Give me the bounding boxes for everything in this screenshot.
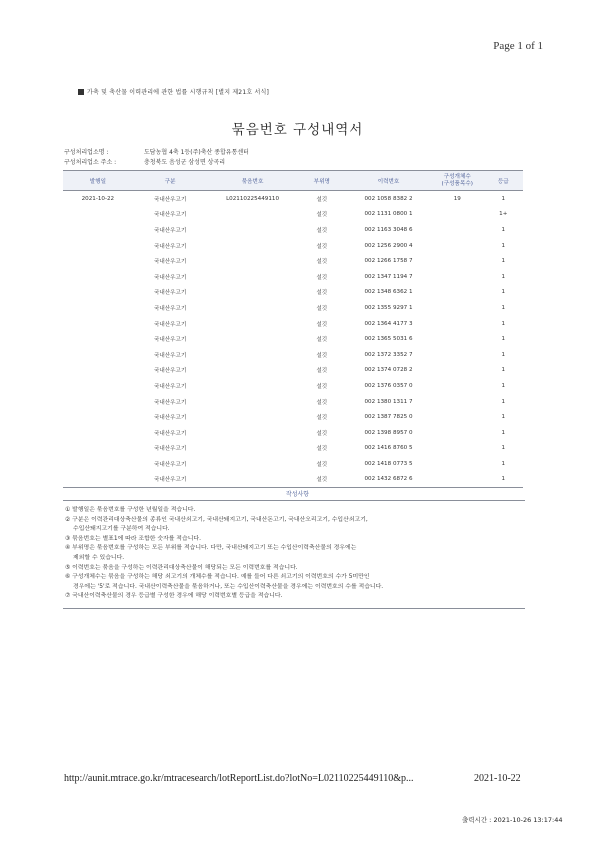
form-reference bbox=[78, 87, 269, 96]
cell-count bbox=[431, 316, 484, 332]
table-row bbox=[63, 253, 523, 269]
cell-part-name: 설깃 bbox=[316, 461, 328, 468]
col-header-count: 구성개체수 (구성품목수) bbox=[441, 173, 473, 187]
document-title: 묶음번호 구성내역서 bbox=[231, 122, 364, 138]
cell-grade: 1+ bbox=[499, 211, 508, 218]
cell-lot-number bbox=[208, 269, 298, 285]
cell-part-name: 설깃 bbox=[316, 383, 328, 390]
cell-grade: 1 bbox=[501, 336, 506, 343]
cell-category: 국내산우고기 bbox=[153, 274, 187, 281]
cell-lot-number bbox=[208, 238, 298, 254]
cell-grade: 1 bbox=[501, 460, 506, 467]
cell-count bbox=[431, 207, 484, 223]
cell-issue-date bbox=[63, 222, 133, 238]
cell-issue-date bbox=[63, 441, 133, 457]
cell-trace-number: 002 1163 3048 6 bbox=[364, 226, 413, 233]
col-header-part-name: 부위명 bbox=[313, 178, 330, 185]
cell-grade: 1 bbox=[501, 367, 506, 374]
table-row bbox=[63, 409, 523, 425]
cell-trace-number: 002 1418 0773 5 bbox=[364, 460, 413, 467]
cell-count bbox=[431, 441, 484, 457]
cell-grade: 1 bbox=[501, 258, 506, 265]
table-row bbox=[63, 425, 523, 441]
cell-lot-number: L02110225449110 bbox=[226, 195, 280, 202]
table-row bbox=[63, 378, 523, 394]
form-reference-text: 가축 및 축산물 이력관리에 관한 법률 시행규칙 [별지 제21호 서식] bbox=[87, 89, 269, 96]
table-row bbox=[63, 316, 523, 332]
cell-category: 국내산우고기 bbox=[153, 352, 187, 359]
note-line: ② 구분은 이력관리대상축산물의 종류인 국내산쇠고기, 국내산돼지고기, 국내산돈고기, 국내산오리고기, 수입산쇠고기, bbox=[65, 516, 368, 523]
cell-count bbox=[431, 472, 484, 488]
table-row bbox=[63, 191, 523, 207]
cell-trace-number: 002 1374 0728 2 bbox=[364, 367, 413, 374]
footer-url: http://aunit.mtrace.go.kr/mtracesearch/lotReportList.do?lotNo=L02110225449110&p... bbox=[64, 773, 414, 784]
cell-part-name: 설깃 bbox=[316, 368, 328, 375]
col-header-trace-number: 이력번호 bbox=[377, 178, 400, 185]
cell-part-name: 설깃 bbox=[298, 472, 347, 488]
cell-grade: 1 bbox=[501, 289, 506, 296]
cell-issue-date bbox=[63, 300, 133, 316]
cell-lot-number bbox=[208, 378, 298, 394]
cell-count bbox=[431, 363, 484, 379]
cell-trace-number: 002 1348 6362 1 bbox=[364, 289, 413, 296]
cell-issue-date bbox=[63, 425, 133, 441]
table-row bbox=[63, 331, 523, 347]
cell-count bbox=[431, 238, 484, 254]
table-row bbox=[63, 347, 523, 363]
cell-part-name: 설깃 bbox=[316, 212, 328, 219]
cell-grade: 1 bbox=[501, 351, 506, 358]
output-time: 출력시간 : 2021-10-26 13:17:44 bbox=[462, 816, 563, 824]
cell-grade: 1 bbox=[501, 320, 506, 327]
cell-grade: 1 bbox=[501, 273, 506, 280]
cell-count: 19 bbox=[453, 195, 461, 202]
notes-title: 작성사항 bbox=[285, 491, 310, 498]
cell-lot-number bbox=[208, 222, 298, 238]
cell-part-name: 설깃 bbox=[316, 430, 328, 437]
cell-lot-number bbox=[208, 316, 298, 332]
cell-trace-number: 002 1380 1311 7 bbox=[364, 398, 413, 405]
cell-trace-number: 002 1387 7825 0 bbox=[364, 414, 413, 421]
cell-category: 국내산우고기 bbox=[153, 383, 187, 390]
cell-grade: 1 bbox=[501, 242, 506, 249]
cell-part-name: 설깃 bbox=[316, 446, 328, 453]
cell-grade: 1 bbox=[501, 226, 506, 233]
cell-issue-date: 2021-10-22 bbox=[81, 195, 115, 202]
footer-date: 2021-10-22 bbox=[474, 773, 521, 784]
table-row bbox=[63, 269, 523, 285]
note-line: ⑦ 국내산이력축산물의 경우 등급별 구성한 경우에 해당 이력번호별 등급을 적습니다. bbox=[65, 593, 283, 600]
cell-grade: 1 bbox=[501, 445, 506, 452]
cell-lot-number bbox=[208, 394, 298, 410]
meta-label: 구성처리업소명 : bbox=[64, 149, 109, 156]
cell-issue-date bbox=[63, 347, 133, 363]
cell-count bbox=[431, 456, 484, 472]
cell-category: 국내산우고기 bbox=[153, 212, 187, 219]
cell-lot-number bbox=[208, 409, 298, 425]
cell-grade: 1 bbox=[501, 398, 506, 405]
cell-issue-date bbox=[63, 409, 133, 425]
cell-grade: 1 bbox=[501, 304, 506, 311]
cell-count bbox=[431, 394, 484, 410]
note-line: 수입산돼지고기를 구분하여 적습니다. bbox=[73, 526, 170, 533]
cell-trace-number: 002 1398 8957 0 bbox=[364, 429, 413, 436]
cell-trace-number: 002 1355 9297 1 bbox=[364, 304, 413, 311]
table-row bbox=[63, 441, 523, 457]
cell-part-name: 설깃 bbox=[316, 415, 328, 422]
cell-issue-date bbox=[63, 207, 133, 223]
table-row bbox=[63, 300, 523, 316]
table-row bbox=[63, 394, 523, 410]
cell-category: 국내산우고기 bbox=[153, 305, 187, 312]
cell-grade: 1 bbox=[501, 414, 506, 421]
cell-category: 국내산우고기 bbox=[153, 243, 187, 250]
cell-category: 국내산우고기 bbox=[153, 368, 187, 375]
cell-count bbox=[431, 253, 484, 269]
note-line: ⑥ 구성개체수는 묶음을 구성하는 해당 쇠고기의 개체수를 적습니다. 예를 들어 다른 쇠고기의 이력번호의 수가 5미만인 bbox=[65, 574, 370, 581]
meta-business-address bbox=[64, 157, 225, 166]
col-header-lot-number: 묶음번호 bbox=[241, 178, 264, 185]
table-row bbox=[63, 472, 523, 488]
cell-lot-number bbox=[208, 207, 298, 223]
cell-trace-number: 002 1376 0357 0 bbox=[364, 382, 413, 389]
cell-issue-date bbox=[63, 394, 133, 410]
cell-issue-date bbox=[63, 316, 133, 332]
cell-issue-date bbox=[63, 269, 133, 285]
cell-lot-number bbox=[208, 347, 298, 363]
table-row bbox=[63, 285, 523, 301]
cell-lot-number bbox=[208, 300, 298, 316]
cell-count bbox=[431, 347, 484, 363]
meta-value: 충청북도 음성군 삼성면 상곡리 bbox=[144, 159, 226, 166]
cell-issue-date bbox=[63, 456, 133, 472]
cell-part-name: 설깃 bbox=[316, 290, 328, 297]
cell-grade: 1 bbox=[501, 195, 506, 202]
meta-label: 구성처리업소 주소 : bbox=[64, 159, 117, 166]
table-row bbox=[63, 238, 523, 254]
cell-trace-number: 002 1256 2900 4 bbox=[364, 242, 413, 249]
cell-count bbox=[431, 409, 484, 425]
cell-lot-number bbox=[208, 456, 298, 472]
cell-part-name: 설깃 bbox=[316, 274, 328, 281]
cell-part-name: 설깃 bbox=[316, 321, 328, 328]
col-header-category: 구분 bbox=[164, 178, 176, 185]
cell-category: 국내산우고기 bbox=[153, 290, 187, 297]
cell-count bbox=[431, 300, 484, 316]
meta-business-name bbox=[64, 147, 249, 156]
cell-lot-number bbox=[208, 331, 298, 347]
table-row bbox=[63, 207, 523, 223]
cell-count bbox=[431, 378, 484, 394]
cell-count bbox=[431, 222, 484, 238]
cell-trace-number: 002 1364 4177 3 bbox=[364, 320, 413, 327]
cell-part-name: 설깃 bbox=[316, 305, 328, 312]
cell-trace-number: 002 1131 0800 1 bbox=[364, 211, 413, 218]
cell-lot-number bbox=[208, 425, 298, 441]
cell-grade: 1 bbox=[501, 429, 506, 436]
table-row bbox=[63, 456, 523, 472]
cell-lot-number bbox=[208, 472, 298, 488]
cell-category: 국내산우고기 bbox=[153, 259, 187, 266]
cell-category: 국내산우고기 bbox=[153, 337, 187, 344]
cell-issue-date bbox=[63, 472, 133, 488]
note-line: ⑤ 이력번호는 묶음을 구성하는 이력관리대상축산물이 해당되는 모든 이력번호를 적습니다. bbox=[65, 564, 298, 571]
cell-count bbox=[431, 425, 484, 441]
notes-section bbox=[63, 500, 525, 609]
cell-trace-number: 002 1432 6872 6 bbox=[346, 472, 431, 488]
cell-trace-number: 002 1365 5031 6 bbox=[364, 336, 413, 343]
note-line: 경우에는 '5'로 적습니다. 국내산이력축산물을 묶음하거나, 또는 수입산이력축산물을 경우에는 이력번호의 수를 적습니다. bbox=[73, 583, 384, 590]
cell-part-name: 설깃 bbox=[316, 227, 328, 234]
cell-category: 국내산우고기 bbox=[153, 430, 187, 437]
cell-category: 국내산우고기 bbox=[153, 227, 187, 234]
lot-composition-table bbox=[63, 170, 523, 488]
cell-part-name: 설깃 bbox=[316, 243, 328, 250]
square-bullet-icon bbox=[78, 89, 84, 95]
note-line: ③ 묶음번호는 별표1에 따라 조합한 숫자를 적습니다. bbox=[65, 535, 201, 542]
cell-category: 국내산우고기 bbox=[153, 446, 187, 453]
cell-category: 국내산우고기 bbox=[153, 399, 187, 406]
cell-part-name: 설깃 bbox=[316, 399, 328, 406]
cell-lot-number bbox=[208, 363, 298, 379]
cell-issue-date bbox=[63, 363, 133, 379]
cell-part-name: 설깃 bbox=[316, 352, 328, 359]
table-header-row bbox=[63, 171, 523, 191]
cell-trace-number: 002 1372 3352 7 bbox=[364, 351, 413, 358]
cell-category: 국내산우고기 bbox=[153, 461, 187, 468]
cell-category: 국내산우고기 bbox=[153, 196, 187, 203]
cell-count bbox=[431, 331, 484, 347]
cell-issue-date bbox=[63, 285, 133, 301]
cell-grade: 1 bbox=[501, 382, 506, 389]
cell-category: 국내산우고기 bbox=[153, 415, 187, 422]
cell-category: 국내산우고기 bbox=[153, 321, 187, 328]
cell-part-name: 설깃 bbox=[316, 259, 328, 266]
col-header-grade: 등급 bbox=[497, 178, 509, 185]
cell-count bbox=[431, 285, 484, 301]
cell-lot-number bbox=[208, 285, 298, 301]
cell-count bbox=[431, 269, 484, 285]
cell-trace-number: 002 1058 8382 2 bbox=[364, 195, 413, 202]
col-header-issue-date: 발행일 bbox=[89, 178, 106, 185]
meta-value: 도담농협 4축 1등(주)축산 종합유통센터 bbox=[144, 149, 249, 156]
cell-issue-date bbox=[63, 253, 133, 269]
cell-category: 국내산우고기 bbox=[133, 472, 208, 488]
cell-lot-number bbox=[208, 253, 298, 269]
cell-trace-number: 002 1266 1758 7 bbox=[364, 258, 413, 265]
cell-part-name: 설깃 bbox=[316, 196, 328, 203]
cell-trace-number: 002 1347 1194 7 bbox=[364, 273, 413, 280]
cell-issue-date bbox=[63, 238, 133, 254]
table-row bbox=[63, 222, 523, 238]
note-line: ① 발행일은 묶음번호를 구성한 년월일을 적습니다. bbox=[65, 507, 196, 513]
cell-trace-number: 002 1416 8760 5 bbox=[364, 445, 413, 452]
cell-issue-date bbox=[63, 331, 133, 347]
cell-grade: 1 bbox=[484, 472, 523, 488]
cell-issue-date bbox=[63, 378, 133, 394]
page-number: Page 1 of 1 bbox=[493, 40, 543, 52]
cell-lot-number bbox=[208, 441, 298, 457]
table-row bbox=[63, 363, 523, 379]
cell-part-name: 설깃 bbox=[316, 337, 328, 344]
note-line: 제외할 수 있습니다. bbox=[73, 554, 125, 561]
note-line: ④ 부위명은 묶음번호를 구성하는 모든 부위를 적습니다. 다만, 국내산돼지고기 또는 수입산이력축산물의 경우에는 bbox=[65, 545, 357, 552]
